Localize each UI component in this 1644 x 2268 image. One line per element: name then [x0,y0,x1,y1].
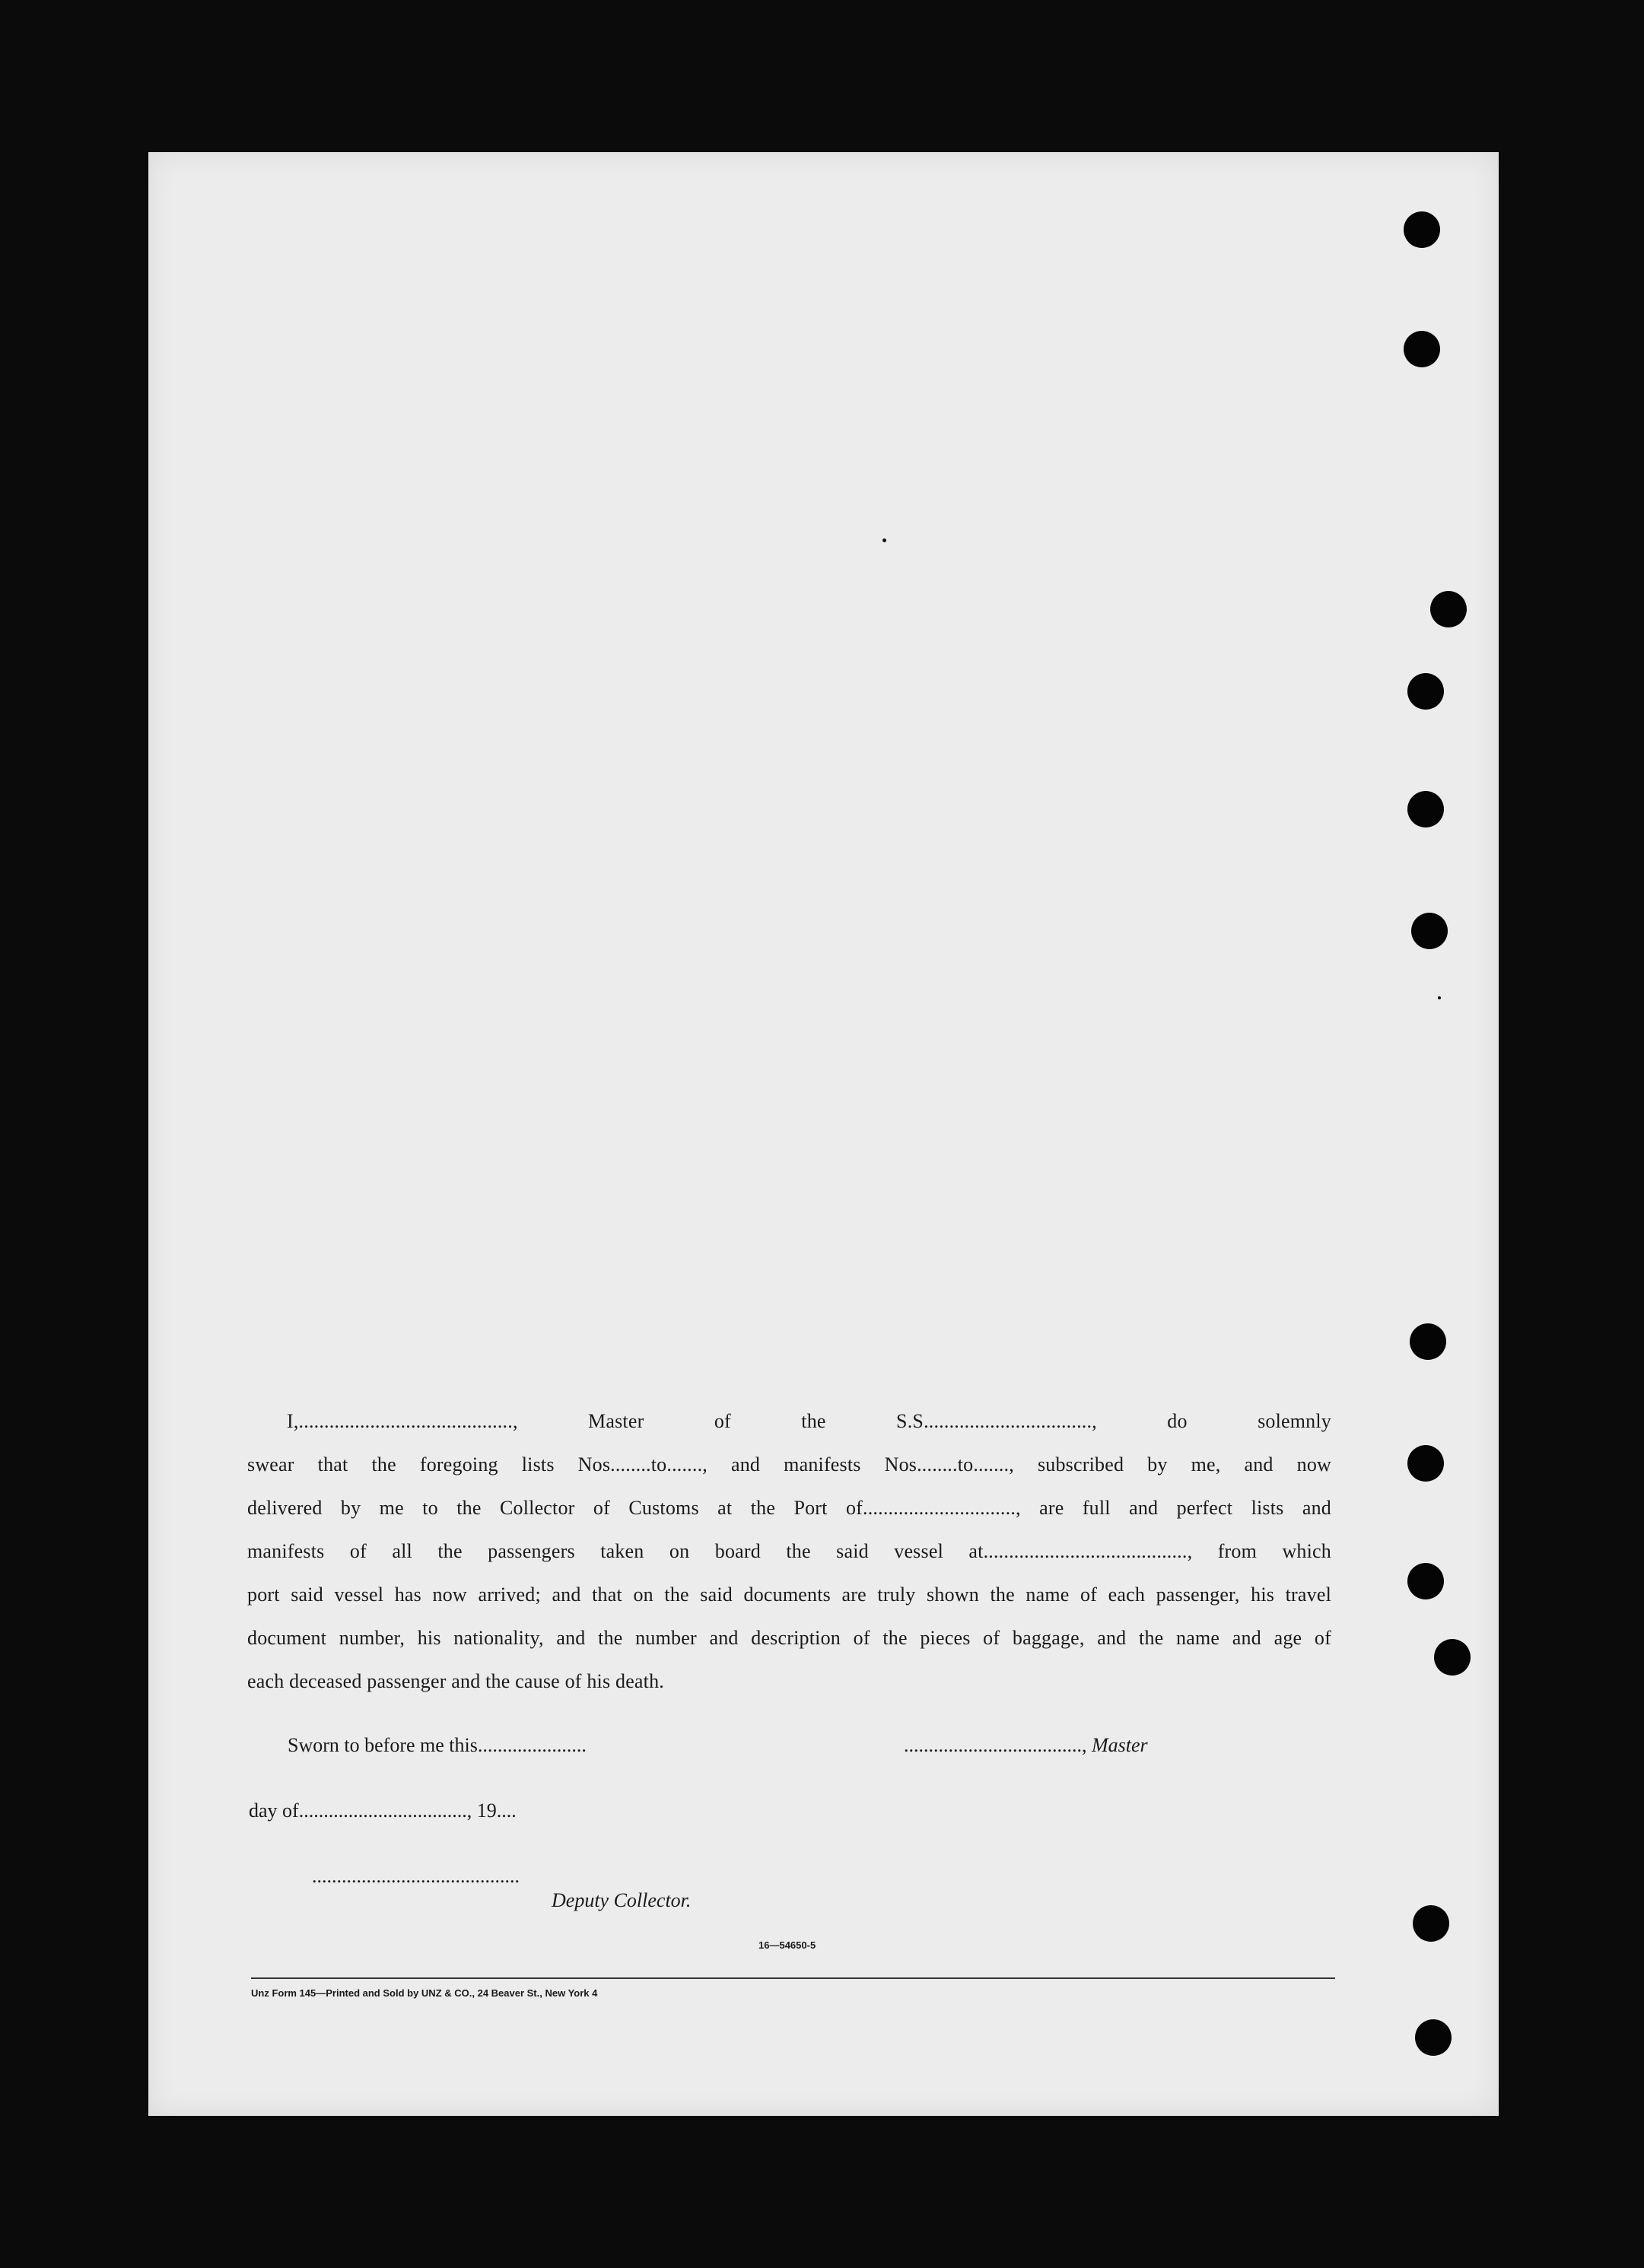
document-page [148,152,1499,2116]
punch-hole [1413,1905,1449,1942]
deputy-signature-dots: .......................................... [312,1865,520,1887]
punch-hole [1411,913,1448,949]
oath-line: manifests of all the passengers taken on board the said vessel at........................................, from which [247,1540,1331,1562]
punch-hole [1404,331,1440,367]
punch-hole [1404,211,1440,248]
punch-hole [1430,591,1467,627]
punch-hole [1407,1445,1444,1482]
punch-hole [1407,791,1444,827]
oath-line: I,.........................................., Master of the S.S................................., do solemnly [287,1410,1331,1432]
footer-rule [251,1977,1335,1979]
oath-line: delivered by me to the Collector of Customs at the Port of.............................., are full and perfect lists and [247,1497,1331,1519]
oath-line: port said vessel has now arrived; and that on the said documents are truly shown the name of each passenger, his travel [247,1583,1331,1606]
form-number: 16—54650-5 [758,1939,816,1951]
oath-line: document number, his nationality, and the number and description of the pieces of baggage, and the name and age of [247,1627,1331,1649]
punch-hole [1407,1563,1444,1599]
oath-line: each deceased passenger and the cause of his death. [247,1670,664,1692]
master-signature-dots: ...................................., [904,1734,1087,1756]
master-label: Master [1092,1734,1148,1756]
day-line: day of.................................., 19.... [249,1799,517,1822]
deputy-collector-label: Deputy Collector. [552,1889,692,1911]
punch-hole [1407,673,1444,710]
master-signature-line [904,1734,1148,1757]
ink-speck [882,538,886,542]
punch-hole [1410,1323,1446,1360]
punch-hole [1434,1639,1471,1676]
ink-speck [1438,996,1441,999]
oath-line: swear that the foregoing lists Nos........to......., and manifests Nos........to......., subscribed by me, and now [247,1453,1331,1475]
oath-paragraph [247,1399,1331,1703]
printer-imprint: Unz Form 145—Printed and Sold by UNZ & CO., 24 Beaver St., New York 4 [251,1987,598,1999]
punch-hole [1415,2019,1452,2056]
sworn-line: Sworn to before me this...................... [288,1734,587,1756]
